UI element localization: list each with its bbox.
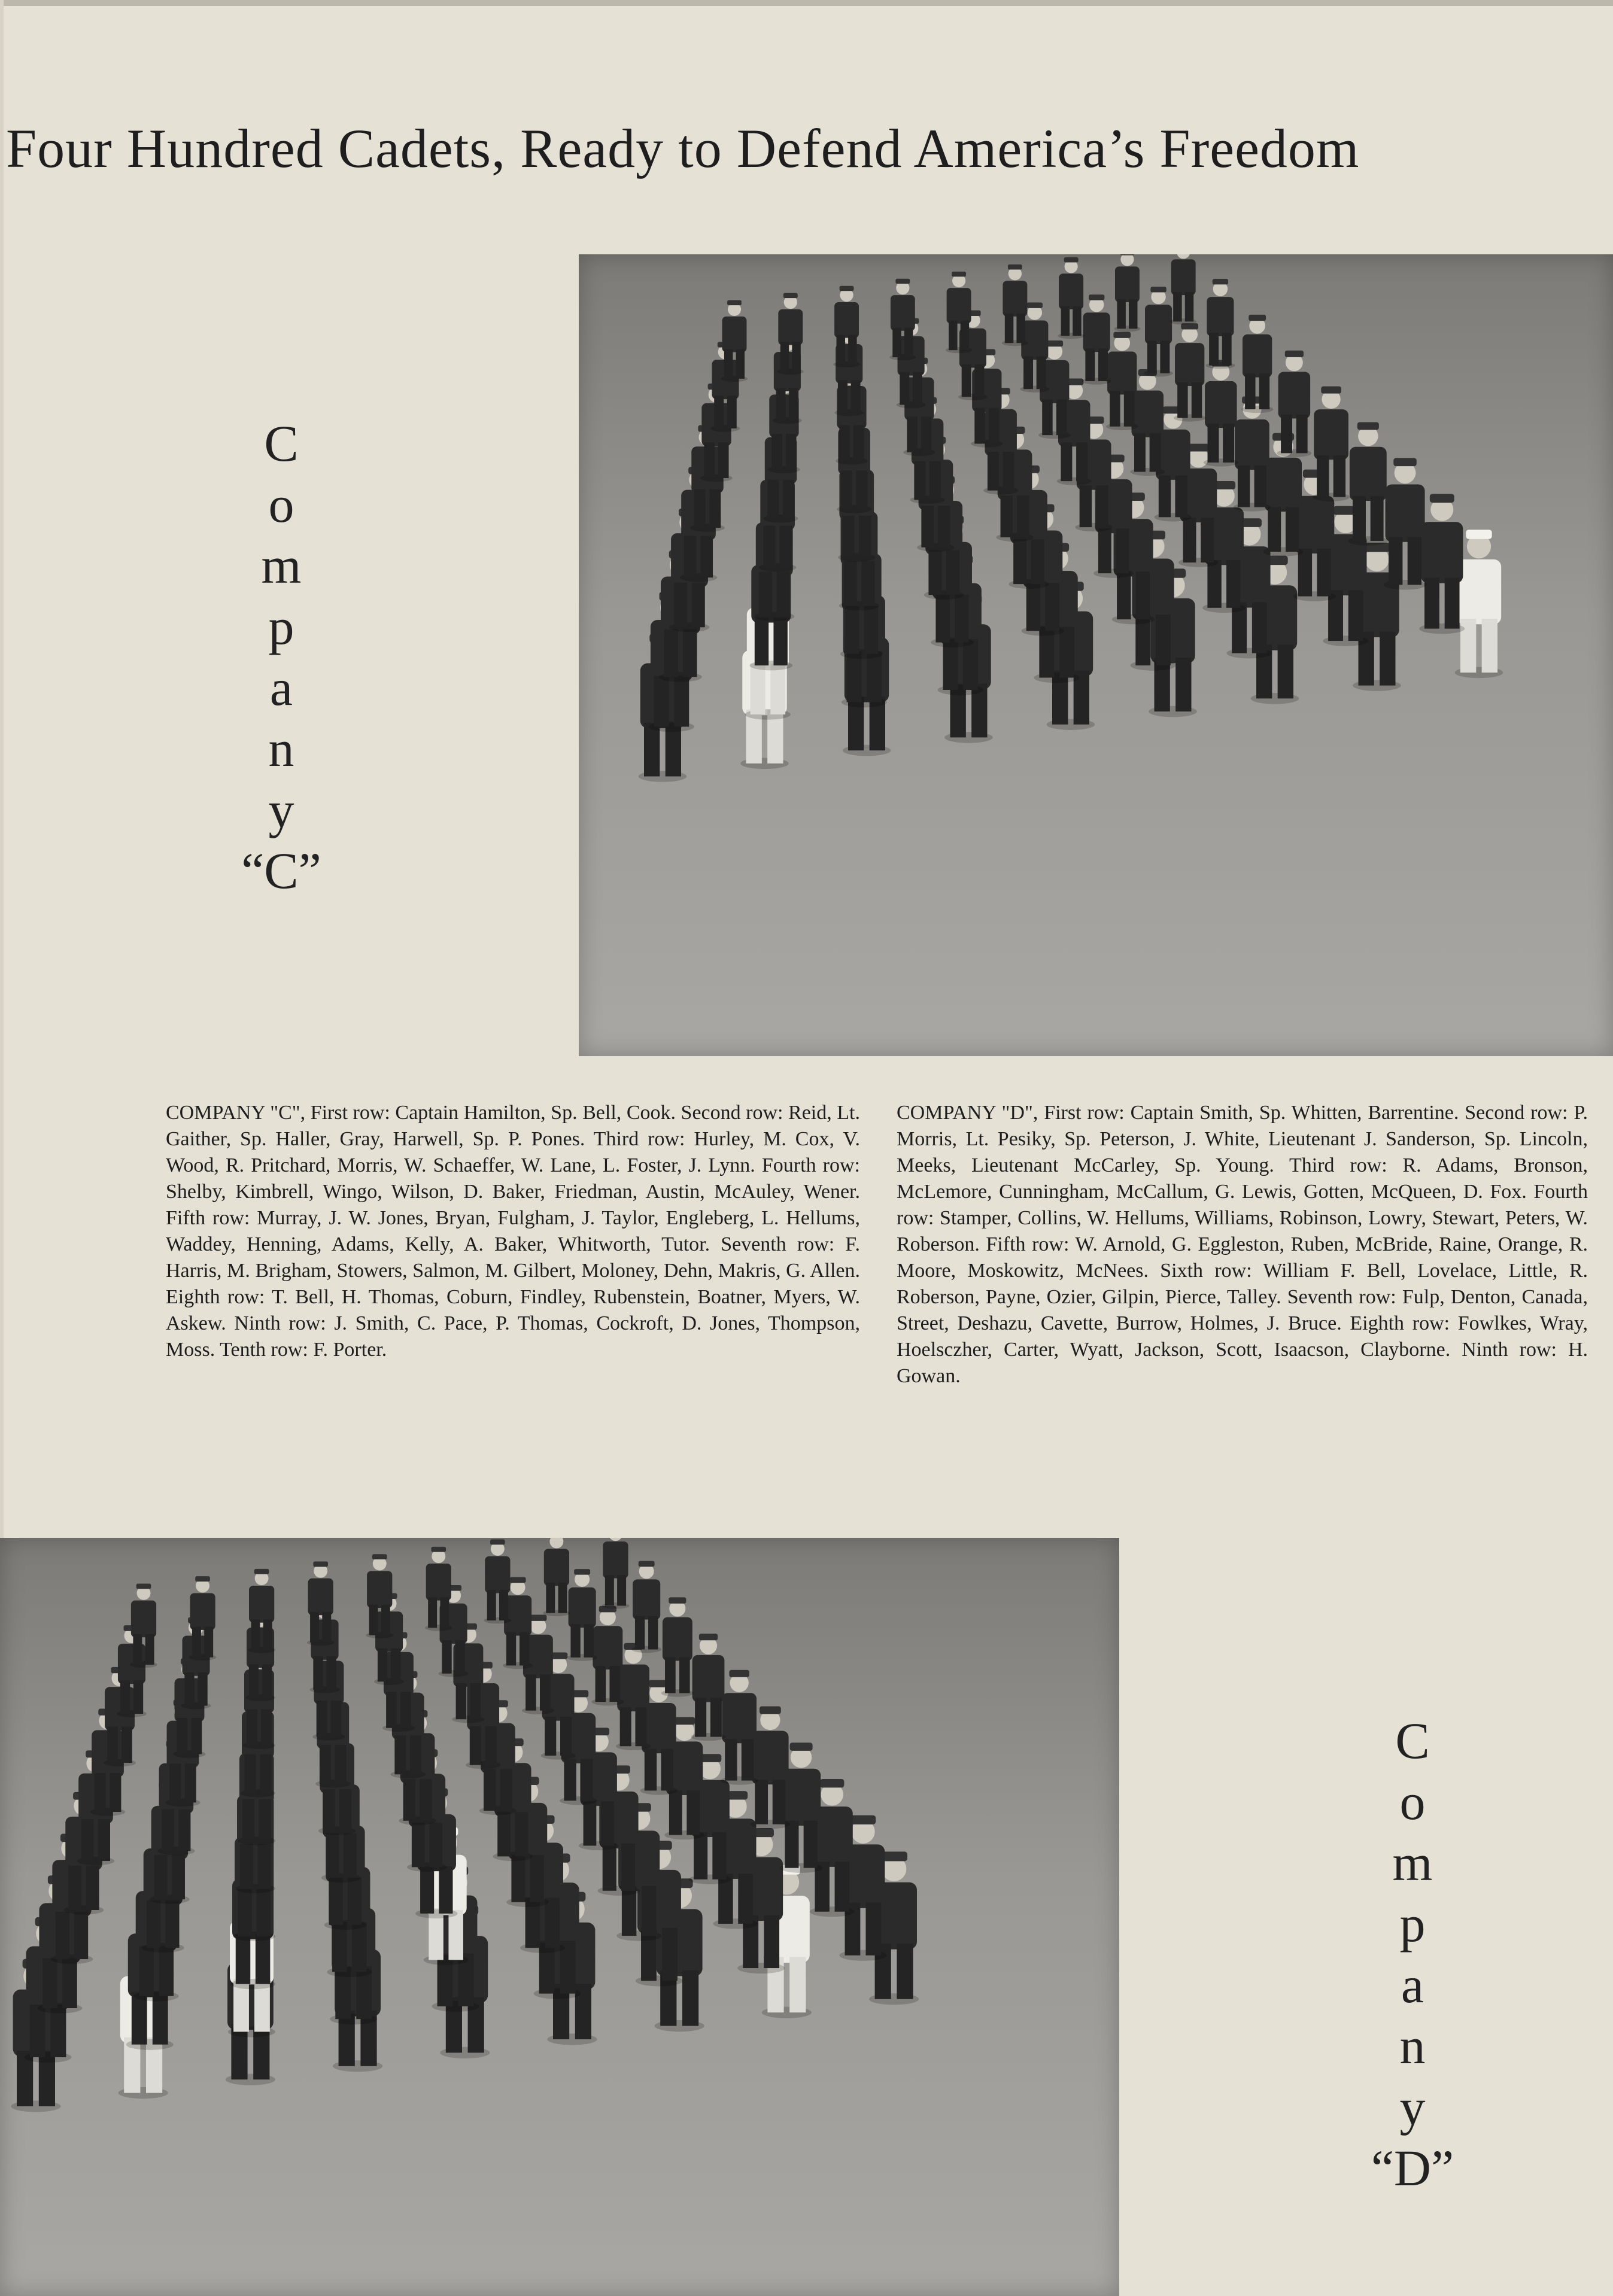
cadet-figure xyxy=(591,1606,624,1705)
label-letter: p xyxy=(268,598,294,655)
label-letter: n xyxy=(1399,2017,1426,2075)
label-letter: C xyxy=(1395,1712,1430,1769)
label-letter: o xyxy=(1399,1773,1426,1830)
cadet-figure xyxy=(1002,264,1028,346)
cadet-figure xyxy=(1348,422,1388,546)
cadet-figure xyxy=(946,272,972,353)
cadet-figure xyxy=(425,1547,452,1631)
cadet-figure xyxy=(1204,360,1238,466)
label-letter: y xyxy=(268,781,294,838)
cadet-figure xyxy=(567,1569,597,1661)
company-c-formation-image xyxy=(579,254,1613,1056)
label-letter: a xyxy=(269,659,293,716)
label-letter: “C” xyxy=(241,842,321,899)
company-c-caption: COMPANY "C", First row: Captain Hamilton, Sp. Bell, Cook. Second row: Reid, Lt. Gaither, Sp. Haller, Gray, Harwell, Sp. P. Pones. Third row: Hurley, M. Cox, V. Wood, R. Pritchard, Morris, W. Schaeffer, W. Lane, L. Foster, J. Lynn. Fourth row: Shelby, Kimbrell, Wingo, Wilson, D. Baker, Friedman, Austin, McAuley, Wener. Fifth row: Murray, J. W. Jones, Bryan, Fulgham, J. Taylor, Engleberg, L. Hellums, Waddey, Henning, Adams, Kelly, A. Baker, Whitworth, Tutor. Seventh row: F. Harris, M. Brigham, Stowers, Salmon, M. Gilbert, Moloney, Dehn, Makris, G. Allen. Eighth row: T. Bell, H. Thomas, Coburn, Findley, Rubenstein, Boatner, Myers, W. Askew. Ninth row: J. Smith, C. Pace, P. Thomas, Cockroft, D. Jones, Thompson, Moss. Tenth row: F. Porter. xyxy=(166,1102,860,1361)
cadet-figure xyxy=(1144,287,1173,376)
cadet-figure xyxy=(543,1538,570,1616)
cadet-figure xyxy=(1114,254,1140,332)
cadet-figure xyxy=(691,1634,725,1741)
cadet-figure xyxy=(1419,494,1465,634)
label-letter: C xyxy=(264,415,299,472)
cadet-figure xyxy=(1205,279,1235,369)
label-letter: p xyxy=(1399,1895,1426,1953)
page-title: Four Hundred Cadets, Ready to Defend America’s Freedom xyxy=(6,118,1360,179)
page-top-edge xyxy=(0,0,1613,6)
cadet-figure xyxy=(1277,351,1311,457)
label-letter: n xyxy=(268,720,294,777)
cadet-figure xyxy=(1234,396,1271,511)
label-letter: “D” xyxy=(1371,2139,1454,2197)
cadet-figure xyxy=(631,1561,661,1653)
label-letter: a xyxy=(1401,1956,1424,2014)
company-c-photo xyxy=(579,254,1613,1056)
cadet-figure xyxy=(721,1670,758,1785)
cadet-figure xyxy=(1058,257,1084,339)
company-c-vertical-label xyxy=(233,413,329,901)
cadet-figure xyxy=(1170,254,1196,325)
label-letter: m xyxy=(261,537,302,594)
company-d-caption: COMPANY "D", First row: Captain Smith, Sp. Whitten, Barrentine. Second row: P. Morris, Lt. Pesiky, Sp. Peterson, J. White, Lieutenant J. Sanderson, Sp. Lincoln, Meeks, Lieutenant McCarley, Sp. Young. Third row: R. Adams, Bronson, McLemore, Cunningham, McCallum, G. Lewis, Gotten, McQueen, D. Fox. Fourth row: Stamper, Collins, W. Hellums, Williams, Robinson, Lowry, Stewart, Peters, W. Roberson. Fifth row: W. Arnold, G. Eggleston, Ruben, McBride, Raine, Orange, R. Moore, Moskowitz, McNees. Sixth row: William F. Bell, Lovelace, Little, R. Roberson, Payne, Ozier, Gilpin, Pierce, Talley. Seventh row: Fulp, Denton, Canada, Street, Deshazu, Cavette, Burrow, Holmes, J. Bruce. Eighth row: Fowlkes, Wray, Hoelsczher, Carter, Wyatt, Jackson, Scott, Isaacson, Clayborne. Ninth row: H. Gowan. xyxy=(897,1102,1588,1387)
cadet-figure xyxy=(1313,387,1350,501)
label-letter: m xyxy=(1392,1834,1433,1891)
cadet-figure xyxy=(602,1538,630,1609)
cadet-figure xyxy=(1082,294,1111,384)
cadet-figure xyxy=(484,1540,511,1624)
cadet-figure xyxy=(1384,458,1427,589)
company-d-photo xyxy=(0,1538,1119,2296)
cadet-figure xyxy=(661,1597,694,1696)
label-letter: y xyxy=(1399,2078,1426,2136)
cadet-figure xyxy=(1174,323,1205,421)
company-d-vertical-label xyxy=(1365,1710,1460,2198)
label-letter: o xyxy=(268,476,294,533)
company-d-formation-image xyxy=(0,1538,1119,2296)
